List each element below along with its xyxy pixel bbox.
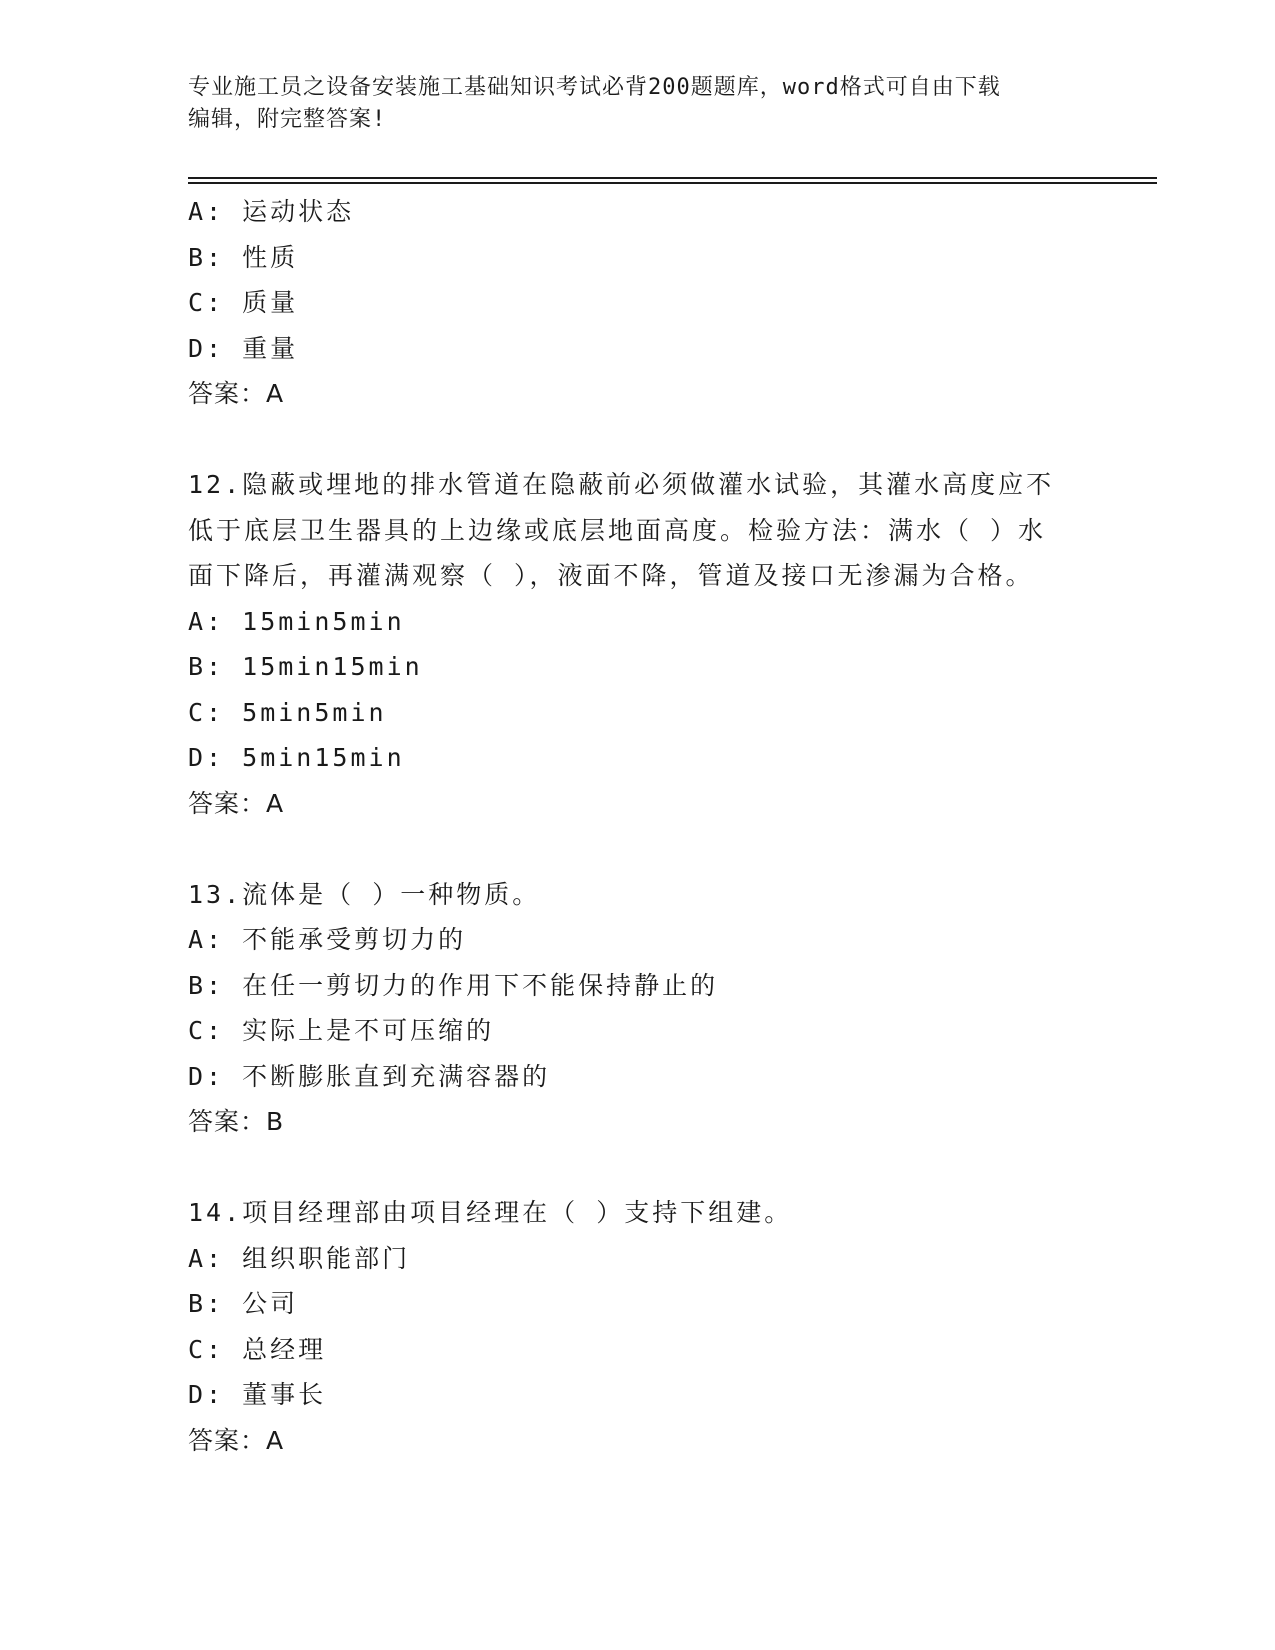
question-text-line: 13.流体是（ ）一种物质。: [188, 879, 541, 909]
option-b: B: 公司: [188, 1289, 299, 1318]
question-text-line: 12.隐蔽或埋地的排水管道在隐蔽前必须做灌水试验，其灌水高度应不: [188, 470, 1055, 499]
spacer: [188, 417, 1088, 463]
spacer: [188, 1145, 1088, 1191]
question-text-line: 14.项目经理部由项目经理在（ ）支持下组建。: [188, 1198, 793, 1227]
document-header: [188, 72, 1088, 136]
option-b: B: 性质: [188, 242, 299, 272]
header-divider-top: [188, 177, 1157, 179]
option-d: D: 董事长: [188, 1380, 327, 1409]
option-c: C: 实际上是不可压缩的: [188, 1016, 495, 1045]
option-a: A: 不能承受剪切力的: [188, 925, 467, 954]
answer: 答案：A: [188, 788, 285, 818]
document-body: [188, 189, 1088, 1463]
option-c: C: 质量: [188, 288, 299, 317]
question-14: [188, 1190, 1088, 1463]
question-text-line: 低于底层卫生器具的上边缘或底层地面高度。检验方法：满水（ ）水: [188, 515, 1047, 545]
header-line-1: 专业施工员之设备安装施工基础知识考试必背200题题库，word格式可自由下载: [188, 75, 1001, 100]
option-d: D: 5min15min: [188, 743, 405, 772]
option-d: D: 不断膨胀直到充满容器的: [188, 1061, 551, 1091]
spacer: [188, 826, 1088, 872]
question-text-line: 面下降后，再灌满观察（ ），液面不降，管道及接口无渗漏为合格。: [188, 561, 1034, 590]
option-a: A: 15min5min: [188, 606, 405, 636]
header-line-2: 编辑，附完整答案!: [188, 107, 387, 132]
option-d: D: 重量: [188, 333, 299, 363]
question-12: [188, 462, 1088, 826]
option-b: B: 15min15min: [188, 652, 423, 681]
option-a: A: 运动状态: [188, 197, 355, 226]
option-c: C: 5min5min: [188, 697, 387, 727]
option-b: B: 在任一剪切力的作用下不能保持静止的: [188, 970, 719, 1000]
answer: 答案：A: [188, 1425, 285, 1455]
answer: 答案：A: [188, 379, 285, 408]
question-13: [188, 872, 1088, 1145]
header-divider-bottom: [188, 182, 1157, 184]
option-a: A: 组织职能部门: [188, 1243, 411, 1273]
option-c: C: 总经理: [188, 1334, 327, 1364]
answer: 答案：B: [188, 1107, 285, 1136]
question-11: [188, 189, 1088, 417]
